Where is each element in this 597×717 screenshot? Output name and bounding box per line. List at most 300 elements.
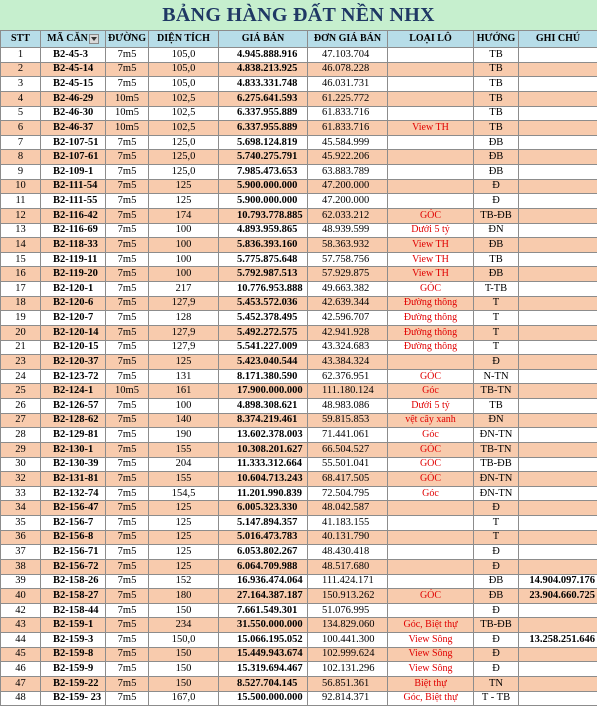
cell-stt[interactable]: 21 — [1, 340, 41, 355]
cell-direction[interactable]: ĐN — [474, 413, 519, 428]
cell-road[interactable]: 7m5 — [106, 472, 149, 487]
cell-unit-price[interactable]: 63.883.789 — [308, 165, 388, 180]
cell-area[interactable]: 125 — [149, 179, 219, 194]
cell-unit-price[interactable]: 68.417.505 — [308, 472, 388, 487]
cell-price[interactable]: 15.500.000.000 — [219, 691, 308, 706]
filter-dropdown-icon[interactable] — [89, 34, 99, 44]
cell-code[interactable]: B2-159-3 — [41, 633, 106, 648]
cell-unit-price[interactable]: 42.639.344 — [308, 296, 388, 311]
cell-stt[interactable]: 9 — [1, 165, 41, 180]
cell-road[interactable]: 7m5 — [106, 135, 149, 150]
cell-area[interactable]: 125 — [149, 530, 219, 545]
cell-code[interactable]: B2-158-44 — [41, 603, 106, 618]
cell-stt[interactable]: 38 — [1, 559, 41, 574]
cell-price[interactable]: 5.016.473.783 — [219, 530, 308, 545]
cell-note[interactable] — [519, 62, 597, 77]
cell-lot-type[interactable]: View Sông — [388, 647, 474, 662]
cell-direction[interactable]: ĐB — [474, 589, 519, 604]
cell-lot-type[interactable]: vệt cây xanh — [388, 413, 474, 428]
cell-code[interactable]: B2-130-39 — [41, 457, 106, 472]
cell-note[interactable] — [519, 238, 597, 253]
cell-road[interactable]: 7m5 — [106, 662, 149, 677]
cell-code[interactable]: B2-123-72 — [41, 369, 106, 384]
cell-code[interactable]: B2-107-61 — [41, 150, 106, 165]
cell-road[interactable]: 7m5 — [106, 194, 149, 209]
cell-price[interactable]: 5.541.227.009 — [219, 340, 308, 355]
cell-direction[interactable]: TB — [474, 62, 519, 77]
cell-unit-price[interactable]: 100.441.300 — [308, 633, 388, 648]
cell-unit-price[interactable]: 102.999.624 — [308, 647, 388, 662]
cell-stt[interactable]: 30 — [1, 457, 41, 472]
cell-note[interactable] — [519, 48, 597, 63]
cell-direction[interactable]: TB — [474, 399, 519, 414]
cell-price[interactable]: 8.527.704.145 — [219, 676, 308, 691]
cell-code[interactable]: B2-45-3 — [41, 48, 106, 63]
cell-note[interactable] — [519, 530, 597, 545]
cell-unit-price[interactable]: 51.076.995 — [308, 603, 388, 618]
cell-area[interactable]: 125 — [149, 559, 219, 574]
cell-price[interactable]: 4.898.308.621 — [219, 399, 308, 414]
cell-direction[interactable]: Đ — [474, 633, 519, 648]
cell-stt[interactable]: 29 — [1, 442, 41, 457]
cell-price[interactable]: 17.900.000.000 — [219, 384, 308, 399]
cell-lot-type[interactable]: View TH — [388, 121, 474, 136]
cell-unit-price[interactable]: 150.913.262 — [308, 589, 388, 604]
cell-stt[interactable]: 11 — [1, 194, 41, 209]
cell-code[interactable]: B2-118-33 — [41, 238, 106, 253]
cell-code[interactable]: B2-156-47 — [41, 501, 106, 516]
cell-stt[interactable]: 17 — [1, 282, 41, 297]
cell-road[interactable]: 7m5 — [106, 428, 149, 443]
cell-road[interactable]: 7m5 — [106, 413, 149, 428]
cell-stt[interactable]: 48 — [1, 691, 41, 706]
cell-road[interactable]: 7m5 — [106, 442, 149, 457]
cell-price[interactable]: 11.333.312.664 — [219, 457, 308, 472]
cell-price[interactable]: 15.319.694.467 — [219, 662, 308, 677]
cell-stt[interactable]: 23 — [1, 355, 41, 370]
header-huong[interactable]: HƯỚNG — [474, 31, 519, 48]
cell-note[interactable] — [519, 399, 597, 414]
cell-code[interactable]: B2-159-8 — [41, 647, 106, 662]
cell-code[interactable]: B2-158-26 — [41, 574, 106, 589]
cell-area[interactable]: 167,0 — [149, 691, 219, 706]
cell-code[interactable]: B2-159- 23 — [41, 691, 106, 706]
cell-road[interactable]: 7m5 — [106, 589, 149, 604]
cell-stt[interactable]: 34 — [1, 501, 41, 516]
cell-area[interactable]: 128 — [149, 311, 219, 326]
cell-stt[interactable]: 16 — [1, 267, 41, 282]
cell-unit-price[interactable]: 48.939.599 — [308, 223, 388, 238]
cell-code[interactable]: B2-45-15 — [41, 77, 106, 92]
cell-code[interactable]: B2-46-37 — [41, 121, 106, 136]
cell-area[interactable]: 217 — [149, 282, 219, 297]
cell-area[interactable]: 155 — [149, 442, 219, 457]
cell-direction[interactable]: TB-ĐB — [474, 457, 519, 472]
cell-direction[interactable]: T-TB — [474, 282, 519, 297]
cell-area[interactable]: 125 — [149, 501, 219, 516]
cell-area[interactable]: 150,0 — [149, 633, 219, 648]
cell-code[interactable]: B2-119-20 — [41, 267, 106, 282]
cell-stt[interactable]: 36 — [1, 530, 41, 545]
cell-road[interactable]: 7m5 — [106, 296, 149, 311]
cell-lot-type[interactable] — [388, 603, 474, 618]
cell-road[interactable]: 7m5 — [106, 516, 149, 531]
cell-road[interactable]: 7m5 — [106, 691, 149, 706]
cell-direction[interactable]: T — [474, 296, 519, 311]
cell-price[interactable]: 10.793.778.885 — [219, 208, 308, 223]
cell-unit-price[interactable]: 55.501.041 — [308, 457, 388, 472]
cell-note[interactable] — [519, 545, 597, 560]
cell-area[interactable]: 100 — [149, 223, 219, 238]
header-stt[interactable]: STT — [1, 31, 41, 48]
cell-direction[interactable]: ĐN-TN — [474, 428, 519, 443]
cell-stt[interactable]: 33 — [1, 486, 41, 501]
cell-code[interactable]: B2-159-9 — [41, 662, 106, 677]
cell-price[interactable]: 13.602.378.003 — [219, 428, 308, 443]
cell-direction[interactable]: TB — [474, 48, 519, 63]
cell-direction[interactable]: T — [474, 516, 519, 531]
cell-price[interactable]: 6.275.641.593 — [219, 91, 308, 106]
cell-note[interactable] — [519, 208, 597, 223]
cell-lot-type[interactable]: Đường thông — [388, 311, 474, 326]
cell-lot-type[interactable] — [388, 77, 474, 92]
cell-price[interactable]: 5.147.894.357 — [219, 516, 308, 531]
cell-note[interactable] — [519, 135, 597, 150]
cell-road[interactable]: 7m5 — [106, 486, 149, 501]
cell-unit-price[interactable]: 40.131.790 — [308, 530, 388, 545]
cell-lot-type[interactable] — [388, 574, 474, 589]
cell-price[interactable]: 6.337.955.889 — [219, 106, 308, 121]
cell-unit-price[interactable]: 66.504.527 — [308, 442, 388, 457]
cell-stt[interactable]: 8 — [1, 150, 41, 165]
cell-price[interactable]: 15.066.195.052 — [219, 633, 308, 648]
cell-unit-price[interactable]: 61.833.716 — [308, 121, 388, 136]
cell-direction[interactable]: ĐB — [474, 574, 519, 589]
cell-lot-type[interactable]: Đường thông — [388, 340, 474, 355]
cell-price[interactable]: 27.164.387.187 — [219, 589, 308, 604]
cell-lot-type[interactable] — [388, 194, 474, 209]
cell-note[interactable] — [519, 91, 597, 106]
cell-lot-type[interactable]: Góc — [388, 428, 474, 443]
cell-area[interactable]: 174 — [149, 208, 219, 223]
cell-note[interactable] — [519, 413, 597, 428]
cell-note[interactable] — [519, 369, 597, 384]
cell-code[interactable]: B2-116-42 — [41, 208, 106, 223]
cell-code[interactable]: B2-120-7 — [41, 311, 106, 326]
cell-area[interactable]: 234 — [149, 618, 219, 633]
cell-road[interactable]: 7m5 — [106, 603, 149, 618]
cell-area[interactable]: 190 — [149, 428, 219, 443]
cell-unit-price[interactable]: 111.180.124 — [308, 384, 388, 399]
cell-direction[interactable]: TN — [474, 676, 519, 691]
cell-unit-price[interactable]: 43.384.324 — [308, 355, 388, 370]
cell-unit-price[interactable]: 46.078.228 — [308, 62, 388, 77]
cell-code[interactable]: B2-130-1 — [41, 442, 106, 457]
cell-area[interactable]: 180 — [149, 589, 219, 604]
cell-stt[interactable]: 44 — [1, 633, 41, 648]
cell-lot-type[interactable]: Góc — [388, 384, 474, 399]
cell-code[interactable]: B2-45-14 — [41, 62, 106, 77]
cell-area[interactable]: 125 — [149, 516, 219, 531]
cell-code[interactable]: B2-128-62 — [41, 413, 106, 428]
cell-stt[interactable]: 18 — [1, 296, 41, 311]
cell-unit-price[interactable]: 62.376.951 — [308, 369, 388, 384]
cell-price[interactable]: 8.171.380.590 — [219, 369, 308, 384]
cell-code[interactable]: B2-120-37 — [41, 355, 106, 370]
cell-unit-price[interactable]: 47.103.704 — [308, 48, 388, 63]
cell-price[interactable]: 10.776.953.888 — [219, 282, 308, 297]
cell-note[interactable] — [519, 179, 597, 194]
cell-direction[interactable]: Đ — [474, 603, 519, 618]
cell-stt[interactable]: 19 — [1, 311, 41, 326]
cell-direction[interactable]: TB — [474, 252, 519, 267]
cell-stt[interactable]: 26 — [1, 399, 41, 414]
cell-unit-price[interactable]: 57.758.756 — [308, 252, 388, 267]
cell-code[interactable]: B2-124-1 — [41, 384, 106, 399]
cell-road[interactable]: 7m5 — [106, 530, 149, 545]
cell-unit-price[interactable]: 46.031.731 — [308, 77, 388, 92]
cell-stt[interactable]: 20 — [1, 325, 41, 340]
cell-price[interactable]: 5.698.124.819 — [219, 135, 308, 150]
cell-stt[interactable]: 43 — [1, 618, 41, 633]
cell-note[interactable] — [519, 194, 597, 209]
cell-lot-type[interactable] — [388, 165, 474, 180]
cell-unit-price[interactable]: 58.363.932 — [308, 238, 388, 253]
cell-lot-type[interactable] — [388, 135, 474, 150]
cell-code[interactable]: B2-107-51 — [41, 135, 106, 150]
cell-code[interactable]: B2-109-1 — [41, 165, 106, 180]
cell-price[interactable]: 4.945.888.916 — [219, 48, 308, 63]
cell-stt[interactable]: 7 — [1, 135, 41, 150]
cell-direction[interactable]: Đ — [474, 559, 519, 574]
cell-direction[interactable]: ĐB — [474, 238, 519, 253]
cell-road[interactable]: 7m5 — [106, 311, 149, 326]
cell-note[interactable] — [519, 311, 597, 326]
cell-unit-price[interactable]: 62.033.212 — [308, 208, 388, 223]
cell-lot-type[interactable]: Dưới 5 tỷ — [388, 223, 474, 238]
cell-direction[interactable]: ĐB — [474, 150, 519, 165]
cell-lot-type[interactable]: GÓC — [388, 442, 474, 457]
cell-lot-type[interactable]: GÓC — [388, 208, 474, 223]
cell-unit-price[interactable]: 56.851.361 — [308, 676, 388, 691]
cell-lot-type[interactable]: GÓC — [388, 369, 474, 384]
cell-price[interactable]: 5.452.378.495 — [219, 311, 308, 326]
cell-price[interactable]: 11.201.990.839 — [219, 486, 308, 501]
cell-code[interactable]: B2-158-27 — [41, 589, 106, 604]
cell-code[interactable]: B2-159-1 — [41, 618, 106, 633]
cell-stt[interactable]: 42 — [1, 603, 41, 618]
cell-direction[interactable]: T — [474, 311, 519, 326]
cell-area[interactable]: 150 — [149, 647, 219, 662]
cell-code[interactable]: B2-116-69 — [41, 223, 106, 238]
cell-stt[interactable]: 27 — [1, 413, 41, 428]
cell-note[interactable] — [519, 501, 597, 516]
cell-area[interactable]: 100 — [149, 238, 219, 253]
cell-road[interactable]: 7m5 — [106, 399, 149, 414]
cell-road[interactable]: 7m5 — [106, 77, 149, 92]
header-duong[interactable]: ĐƯỜNG — [106, 31, 149, 48]
cell-area[interactable]: 125,0 — [149, 165, 219, 180]
cell-direction[interactable]: N-TN — [474, 369, 519, 384]
cell-lot-type[interactable] — [388, 559, 474, 574]
cell-note[interactable] — [519, 428, 597, 443]
cell-note[interactable] — [519, 457, 597, 472]
cell-code[interactable]: B2-156-71 — [41, 545, 106, 560]
cell-note[interactable] — [519, 325, 597, 340]
cell-direction[interactable]: TB — [474, 77, 519, 92]
cell-lot-type[interactable]: Biệt thự — [388, 676, 474, 691]
cell-code[interactable]: B2-111-54 — [41, 179, 106, 194]
cell-lot-type[interactable] — [388, 530, 474, 545]
cell-unit-price[interactable]: 49.663.382 — [308, 282, 388, 297]
cell-stt[interactable]: 13 — [1, 223, 41, 238]
cell-road[interactable]: 7m5 — [106, 62, 149, 77]
cell-unit-price[interactable]: 92.814.371 — [308, 691, 388, 706]
cell-stt[interactable]: 14 — [1, 238, 41, 253]
cell-note[interactable] — [519, 282, 597, 297]
cell-code[interactable]: B2-156-72 — [41, 559, 106, 574]
cell-direction[interactable]: T — [474, 325, 519, 340]
cell-note[interactable] — [519, 676, 597, 691]
cell-note[interactable] — [519, 296, 597, 311]
cell-lot-type[interactable] — [388, 91, 474, 106]
cell-area[interactable]: 102,5 — [149, 121, 219, 136]
cell-code[interactable]: B2-156-7 — [41, 516, 106, 531]
cell-unit-price[interactable]: 42.941.928 — [308, 325, 388, 340]
cell-lot-type[interactable]: Đường thông — [388, 325, 474, 340]
cell-direction[interactable]: TB-TN — [474, 442, 519, 457]
cell-code[interactable]: B2-46-29 — [41, 91, 106, 106]
cell-unit-price[interactable]: 43.324.683 — [308, 340, 388, 355]
cell-note[interactable]: 13.258.251.646 — [519, 633, 597, 648]
cell-unit-price[interactable]: 61.225.772 — [308, 91, 388, 106]
cell-note[interactable] — [519, 150, 597, 165]
cell-direction[interactable]: Đ — [474, 179, 519, 194]
cell-price[interactable]: 4.833.331.748 — [219, 77, 308, 92]
cell-area[interactable]: 125 — [149, 194, 219, 209]
cell-road[interactable]: 7m5 — [106, 179, 149, 194]
cell-direction[interactable]: TB — [474, 106, 519, 121]
cell-lot-type[interactable]: GÓC — [388, 589, 474, 604]
cell-unit-price[interactable]: 48.042.587 — [308, 501, 388, 516]
cell-unit-price[interactable]: 41.183.155 — [308, 516, 388, 531]
cell-stt[interactable]: 12 — [1, 208, 41, 223]
cell-road[interactable]: 7m5 — [106, 369, 149, 384]
cell-stt[interactable]: 4 — [1, 91, 41, 106]
cell-lot-type[interactable] — [388, 516, 474, 531]
cell-note[interactable] — [519, 691, 597, 706]
cell-road[interactable]: 7m5 — [106, 252, 149, 267]
cell-unit-price[interactable]: 45.584.999 — [308, 135, 388, 150]
cell-note[interactable] — [519, 77, 597, 92]
cell-area[interactable]: 150 — [149, 662, 219, 677]
cell-price[interactable]: 5.492.272.575 — [219, 325, 308, 340]
cell-code[interactable]: B2-131-81 — [41, 472, 106, 487]
cell-lot-type[interactable]: GÓC — [388, 282, 474, 297]
cell-area[interactable]: 131 — [149, 369, 219, 384]
cell-lot-type[interactable]: Góc — [388, 486, 474, 501]
cell-area[interactable]: 105,0 — [149, 48, 219, 63]
cell-unit-price[interactable]: 111.424.171 — [308, 574, 388, 589]
cell-unit-price[interactable]: 48.517.680 — [308, 559, 388, 574]
cell-price[interactable]: 10.604.713.243 — [219, 472, 308, 487]
cell-price[interactable]: 6.053.802.267 — [219, 545, 308, 560]
cell-road[interactable]: 7m5 — [106, 150, 149, 165]
cell-price[interactable]: 15.449.943.674 — [219, 647, 308, 662]
cell-lot-type[interactable]: View TH — [388, 238, 474, 253]
cell-area[interactable]: 140 — [149, 413, 219, 428]
cell-area[interactable]: 127,9 — [149, 340, 219, 355]
cell-price[interactable]: 5.775.875.648 — [219, 252, 308, 267]
cell-area[interactable]: 127,9 — [149, 296, 219, 311]
cell-road[interactable]: 7m5 — [106, 545, 149, 560]
cell-area[interactable]: 100 — [149, 267, 219, 282]
cell-note[interactable] — [519, 559, 597, 574]
cell-stt[interactable]: 2 — [1, 62, 41, 77]
cell-direction[interactable]: Đ — [474, 501, 519, 516]
cell-stt[interactable]: 3 — [1, 77, 41, 92]
cell-area[interactable]: 154,5 — [149, 486, 219, 501]
cell-price[interactable]: 8.374.219.461 — [219, 413, 308, 428]
cell-direction[interactable]: TB — [474, 91, 519, 106]
cell-lot-type[interactable] — [388, 545, 474, 560]
cell-direction[interactable]: Đ — [474, 662, 519, 677]
cell-note[interactable] — [519, 384, 597, 399]
header-ma-can[interactable] — [41, 31, 106, 48]
cell-price[interactable]: 7.985.473.653 — [219, 165, 308, 180]
cell-lot-type[interactable]: Đường thông — [388, 296, 474, 311]
cell-lot-type[interactable]: GÓC — [388, 457, 474, 472]
cell-road[interactable]: 7m5 — [106, 574, 149, 589]
cell-note[interactable] — [519, 442, 597, 457]
cell-stt[interactable]: 5 — [1, 106, 41, 121]
cell-direction[interactable]: ĐB — [474, 267, 519, 282]
cell-lot-type[interactable] — [388, 48, 474, 63]
cell-price[interactable]: 10.308.201.627 — [219, 442, 308, 457]
cell-road[interactable]: 7m5 — [106, 208, 149, 223]
cell-road[interactable]: 7m5 — [106, 633, 149, 648]
cell-note[interactable] — [519, 516, 597, 531]
cell-unit-price[interactable]: 134.829.060 — [308, 618, 388, 633]
cell-price[interactable]: 6.064.709.988 — [219, 559, 308, 574]
cell-code[interactable]: B2-120-14 — [41, 325, 106, 340]
cell-area[interactable]: 102,5 — [149, 91, 219, 106]
cell-price[interactable]: 4.893.959.865 — [219, 223, 308, 238]
cell-price[interactable]: 7.661.549.301 — [219, 603, 308, 618]
cell-lot-type[interactable] — [388, 62, 474, 77]
cell-road[interactable]: 7m5 — [106, 267, 149, 282]
cell-stt[interactable]: 10 — [1, 179, 41, 194]
cell-code[interactable]: B2-120-6 — [41, 296, 106, 311]
cell-lot-type[interactable] — [388, 106, 474, 121]
cell-stt[interactable]: 32 — [1, 472, 41, 487]
cell-note[interactable] — [519, 252, 597, 267]
cell-area[interactable]: 105,0 — [149, 62, 219, 77]
cell-direction[interactable]: TB-ĐB — [474, 208, 519, 223]
cell-price[interactable]: 16.936.474.064 — [219, 574, 308, 589]
cell-stt[interactable]: 45 — [1, 647, 41, 662]
cell-lot-type[interactable]: View TH — [388, 267, 474, 282]
cell-note[interactable] — [519, 121, 597, 136]
cell-area[interactable]: 102,5 — [149, 106, 219, 121]
cell-area[interactable]: 125,0 — [149, 135, 219, 150]
cell-note[interactable] — [519, 603, 597, 618]
cell-area[interactable]: 105,0 — [149, 77, 219, 92]
cell-area[interactable]: 100 — [149, 252, 219, 267]
cell-price[interactable]: 31.550.000.000 — [219, 618, 308, 633]
cell-code[interactable]: B2-111-55 — [41, 194, 106, 209]
cell-direction[interactable]: T — [474, 340, 519, 355]
